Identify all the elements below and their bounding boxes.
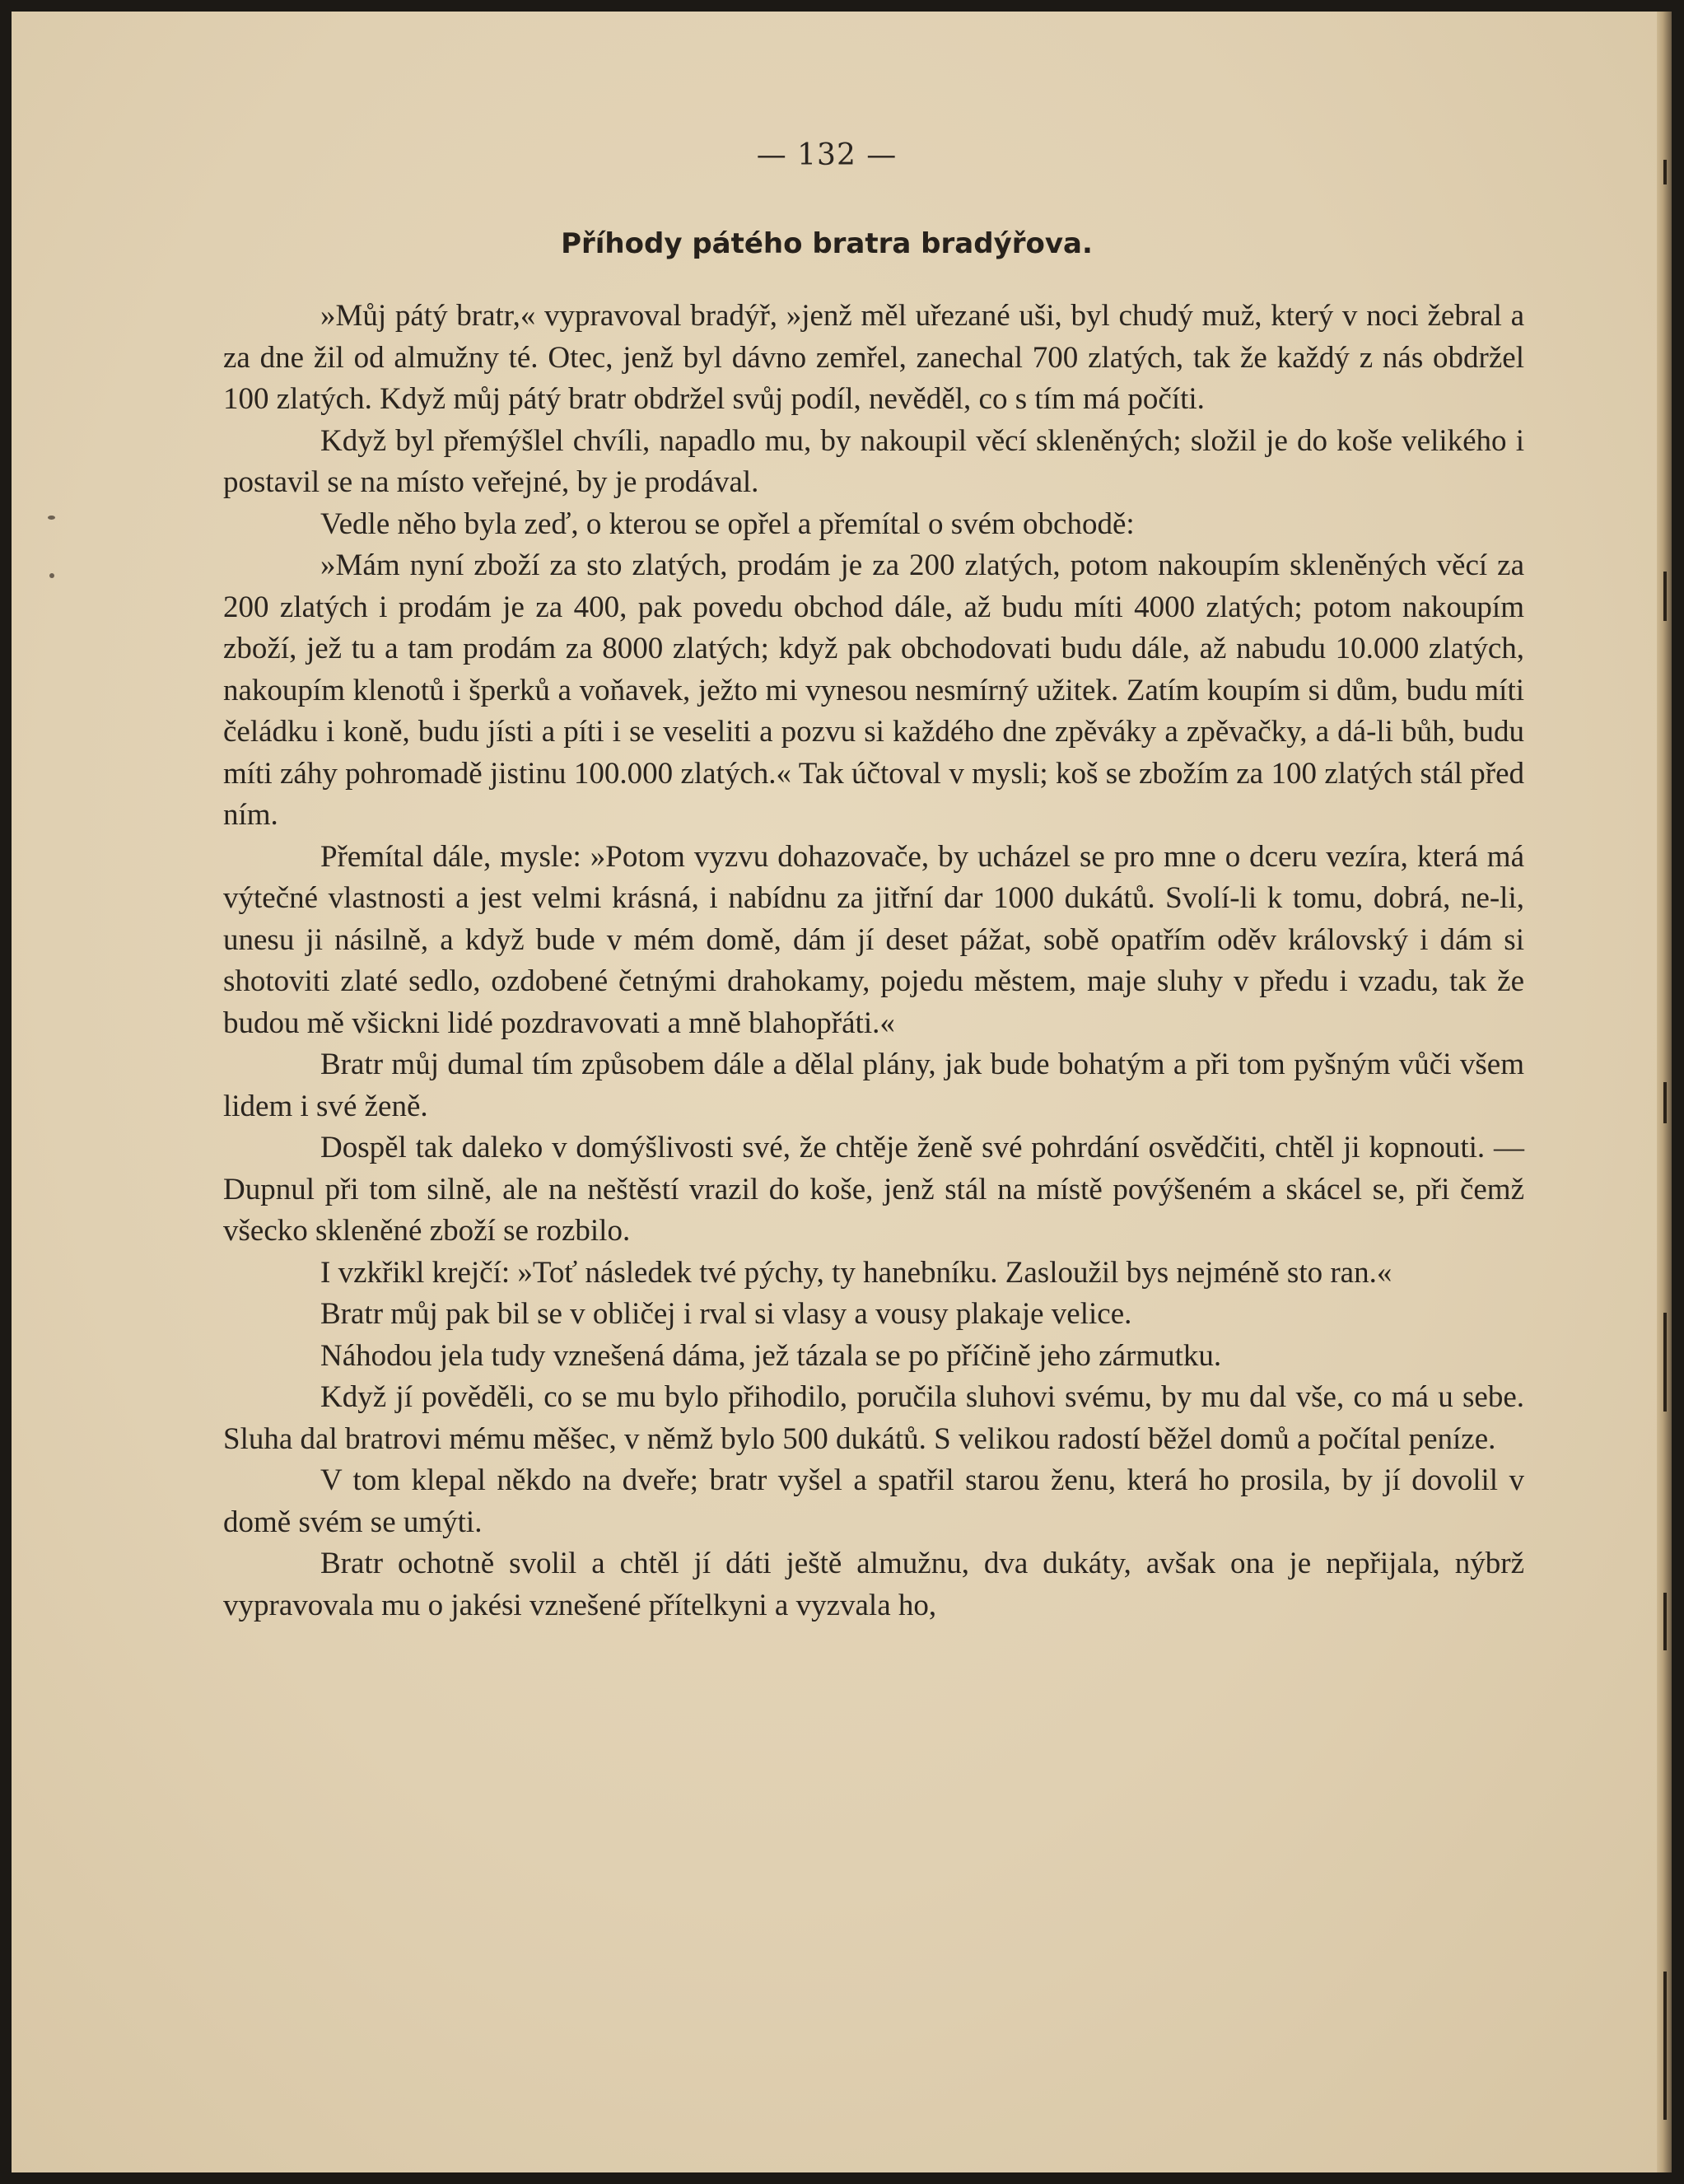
paragraph: Náhodou jela tudy vznešená dáma, jež tázala se po příčině jeho zármutku. xyxy=(320,1338,1222,1373)
edge-mark xyxy=(1663,1313,1667,1412)
paragraph: »Mám nyní zboží za sto zlatých, prodám je za 200 zlatých, potom nakoupím skleněných věcí za 200 zlatých i prodám je za 400, pak povedu obchod dále, až budu míti 4000 zlatých; potom nakoupím zboží, jež tu a tam prodám za 8000 zlatých; když pak obchodovati budu dále, až nabudu 10.000 zlatých, nakoupím klenotů i šperků a voňavek, ježto mi vynesou nesmírný užitek. Zatím koupím si dům, budu míti čeládku i koně, budu jísti a píti i se veseliti a pozvu si každého dne zpěváky a zpěvačky, a dá-li bůh, budu míti záhy pohromadě jistinu 100.000 zlatých.« Tak účtoval v mysli; koš se zbožím za 100 zlatých stál před ním. xyxy=(223,548,1524,832)
paragraph: Bratr ochotně svolil a chtěl jí dáti ještě almužnu, dva dukáty, avšak ona je nepřijala, nýbrž vypravovala mu o jakési vznešené přítelkyni a vyzvala ho, xyxy=(223,1547,1524,1622)
paper-speck xyxy=(48,516,55,520)
paragraph: Bratr můj dumal tím způsobem dále a dělal plány, jak bude bohatým a při tom pyšným vůči všem lidem i své ženě. xyxy=(223,1048,1524,1123)
paragraph: Vedle něho byla zeď, o kterou se opřel a přemítal o svém obchodě: xyxy=(320,506,1135,541)
paragraph: V tom klepal někdo na dveře; bratr vyšel a spatřil starou ženu, která ho prosila, by jí dovolil v domě svém se umýti. xyxy=(223,1463,1524,1539)
edge-mark xyxy=(1663,572,1667,621)
edge-mark xyxy=(1663,160,1667,184)
paragraph: I vzkřikl krejčí: »Toť následek tvé pýchy, ty hanebníku. Zasloužil bys nejméně sto ran.« xyxy=(320,1255,1392,1290)
paper-speck xyxy=(49,573,54,578)
paper-sheet xyxy=(12,12,1672,2172)
chapter-title: Příhody pátého bratra bradýřova. xyxy=(561,227,1093,260)
paragraph: Když byl přemýšlel chvíli, napadlo mu, by nakoupil věcí skleněných; složil je do koše velikého i postavil se na místo veřejné, by je prodával. xyxy=(223,423,1524,499)
body-text xyxy=(223,296,1524,1626)
edge-mark xyxy=(1663,1593,1667,1650)
page-number: — 132 — xyxy=(756,138,898,172)
paragraph: »Můj pátý bratr,« vypravoval bradýř, »jenž měl uřezané uši, byl chudý muž, který v noci žebral a za dne žil od almužny té. Otec, jenž byl dávno zemřel, zanechal 700 zlatých, tak že každý z nás obdržel 100 zlatých. Když můj pátý bratr obdržel svůj podíl, nevěděl, co s tím má počíti. xyxy=(223,299,1524,416)
paragraph: Dospěl tak daleko v domýšlivosti své, že chtěje ženě své pohrdání osvědčiti, chtěl ji kopnouti. — Dupnul při tom silně, ale na neštěstí vrazil do koše, jenž stál na místě povýšeném a skácel se, při čemž všecko skleněné zboží se rozbilo. xyxy=(223,1131,1524,1248)
paragraph: Když jí pověděli, co se mu bylo přihodilo, poručila sluhovi svému, by mu dal vše, co má u sebe. Sluha dal bratrovi mému měšec, v němž bylo 500 dukátů. S velikou radostí běžel domů a počítal peníze. xyxy=(223,1380,1524,1456)
paragraph: Bratr můj pak bil se v obličej i rval si vlasy a vousy plakaje velice. xyxy=(320,1297,1132,1331)
paragraph: Přemítal dále, mysle: »Potom vyzvu dohazovače, by ucházel se pro mne o dceru vezíra, která má výtečné vlastnosti a jest velmi krásná, i nabídnu za jitřní dar 1000 dukátů. Svolí-li k tomu, dobrá, ne-li, unesu ji násilně, a když bude v mém domě, dám jí deset pážat, sobě opatřím oděv královský i dám si shotoviti zlaté sedlo, ozdobené četnými drahokamy, pojedu městem, maje sluhy v předu i vzadu, tak že budou mě všickni lidé pozdravovati a mně blahopřáti.« xyxy=(223,839,1524,1040)
edge-mark xyxy=(1663,1082,1667,1123)
edge-mark xyxy=(1663,1972,1667,2120)
